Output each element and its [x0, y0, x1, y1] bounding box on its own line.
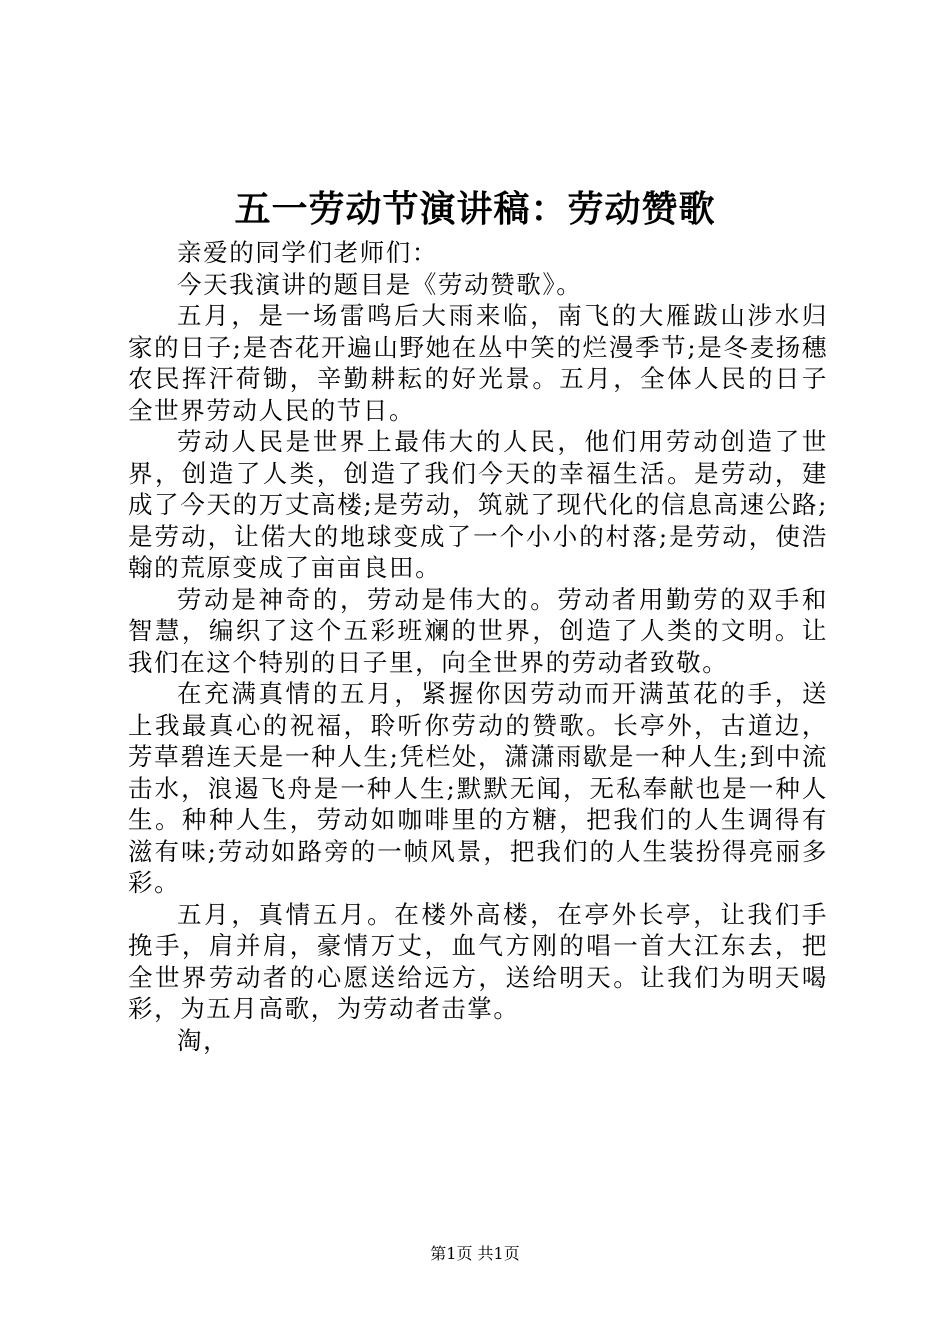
document-body [128, 237, 828, 1056]
paragraph: 淘， [177, 1025, 230, 1055]
paragraph: 亲爱的同学们老师们： [177, 238, 438, 267]
paragraph: 今天我演讲的题目是《劳动赞歌》。 [177, 269, 583, 299]
paragraph: 劳动人民是世界上最伟大的人民，他们用劳动创造了世界，创造了人类，创造了我们今天的幸福生活。是劳动，建成了今天的万丈高楼;是劳动，筑就了现代化的信息高速公路;是劳动，让偌大的地球变成了一个小小的村落;是劳动，使浩翰的荒原变成了亩亩良田。 [128, 427, 828, 582]
paragraph: 五月，是一场雷鸣后大雨来临，南飞的大雁跋山涉水归家的日子;是杏花开遍山野她在丛中笑的烂漫季节;是冬麦扬穗农民挥汗荷锄，辛勤耕耘的好光景。五月，全体人民的日子全世界劳动人民的节日。 [128, 301, 828, 425]
paragraph: 劳动是神奇的，劳动是伟大的。劳动者用勤劳的双手和智慧，编织了这个五彩班斓的世界，创造了人类的文明。让我们在这个特别的日子里，向全世界的劳动者致敬。 [128, 584, 828, 677]
page-footer: 第1页 共1页 [430, 1244, 520, 1263]
paragraph: 在充满真情的五月，紧握你因劳动而开满茧花的手，送上我最真心的祝福，聆听你劳动的赞歌。长亭外，古道边，芳草碧连天是一种人生;凭栏处，潇潇雨歇是一种人生;到中流击水，浪遏飞舟是一种人生;默默无闻，无私奉献也是一种人生。种种人生，劳动如咖啡里的方糖，把我们的人生调得有滋有味;劳动如路旁的一帧风景，把我们的人生装扮得亮丽多彩。 [128, 679, 828, 897]
document-title: 五一劳动节演讲稿：劳动赞歌 [234, 188, 716, 230]
paragraph: 五月，真情五月。在楼外高楼，在亭外长亭，让我们手挽手，肩并肩，豪情万丈，血气方刚的唱一首大江东去，把全世界劳动者的心愿送给远方，送给明天。让我们为明天喝彩，为五月高歌，为劳动者击掌。 [128, 899, 828, 1023]
